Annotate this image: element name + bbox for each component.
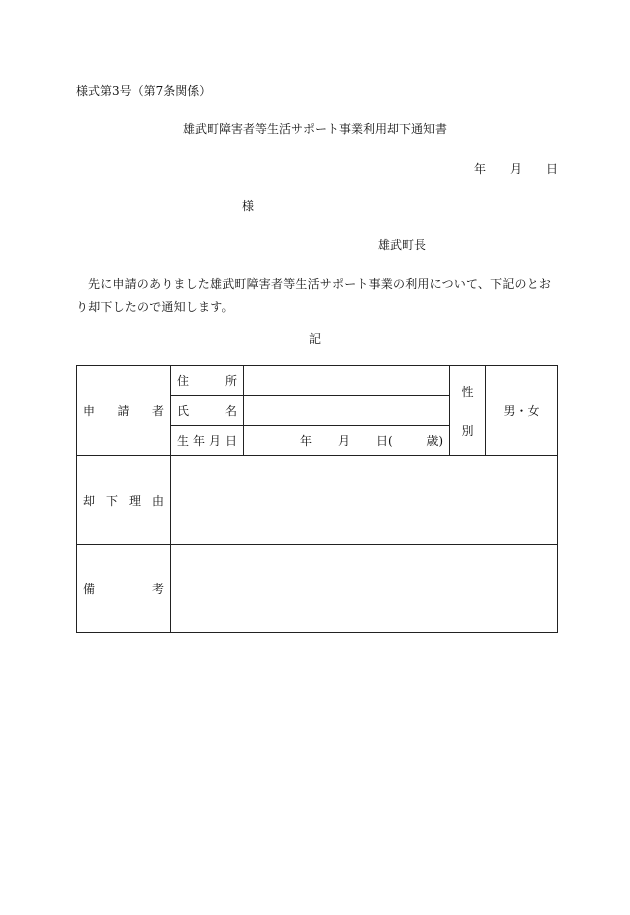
addressee-suffix: 様 (242, 199, 255, 213)
birth-char-2: 年 (192, 434, 205, 448)
date-year: 年 (474, 162, 487, 176)
birth-label (171, 426, 244, 456)
address-label (171, 366, 244, 396)
name-char-2: 名 (224, 404, 237, 418)
birth-char-3: 月 (208, 434, 221, 448)
remarks-char-1: 備 (83, 582, 96, 596)
remarks-char-2: 考 (151, 582, 164, 596)
sex-label (450, 366, 486, 456)
address-char-1: 住 (177, 374, 190, 388)
date-month: 月 (510, 162, 523, 176)
reason-label (77, 456, 171, 545)
sex-char-1: 性 (461, 384, 474, 399)
ki-heading: 記 (309, 332, 322, 346)
birth-char-1: 生 (177, 434, 190, 448)
notice-table (76, 365, 558, 633)
remarks-label (77, 545, 171, 633)
remarks-field[interactable] (171, 545, 558, 633)
issuer: 雄武町長 (378, 238, 427, 252)
birth-month: 月 (338, 434, 351, 448)
address-char-2: 所 (224, 374, 237, 388)
name-label (171, 396, 244, 426)
sex-char-2: 別 (461, 423, 474, 438)
applicant-char-2: 請 (117, 404, 130, 418)
address-field[interactable] (244, 366, 450, 396)
body-text: 先に申請のありました雄武町障害者等生活サポート事業の利用について、下記のとおり却下したので通知します。 (76, 277, 552, 314)
applicant-char-1: 申 (83, 404, 96, 418)
birth-day: 日( (376, 434, 393, 448)
sex-value[interactable]: 男・女 (486, 366, 558, 456)
date-day: 日 (546, 162, 559, 176)
birth-char-4: 日 (224, 434, 237, 448)
name-char-1: 氏 (177, 404, 190, 418)
applicant-label (77, 366, 171, 456)
name-field[interactable] (244, 396, 450, 426)
reason-char-4: 由 (151, 493, 164, 508)
birth-field[interactable] (244, 426, 450, 456)
date-line (474, 160, 558, 177)
applicant-char-3: 者 (151, 404, 164, 418)
birth-year: 年 (300, 434, 313, 448)
reason-char-3: 理 (128, 493, 141, 508)
reason-char-1: 却 (83, 493, 96, 508)
reason-field[interactable] (171, 456, 558, 545)
document-title: 雄武町障害者等生活サポート事業利用却下通知書 (182, 122, 447, 136)
reason-char-2: 下 (105, 493, 118, 508)
birth-age: 歳) (426, 434, 443, 448)
form-number: 様式第3号（第7条関係） (76, 84, 212, 98)
